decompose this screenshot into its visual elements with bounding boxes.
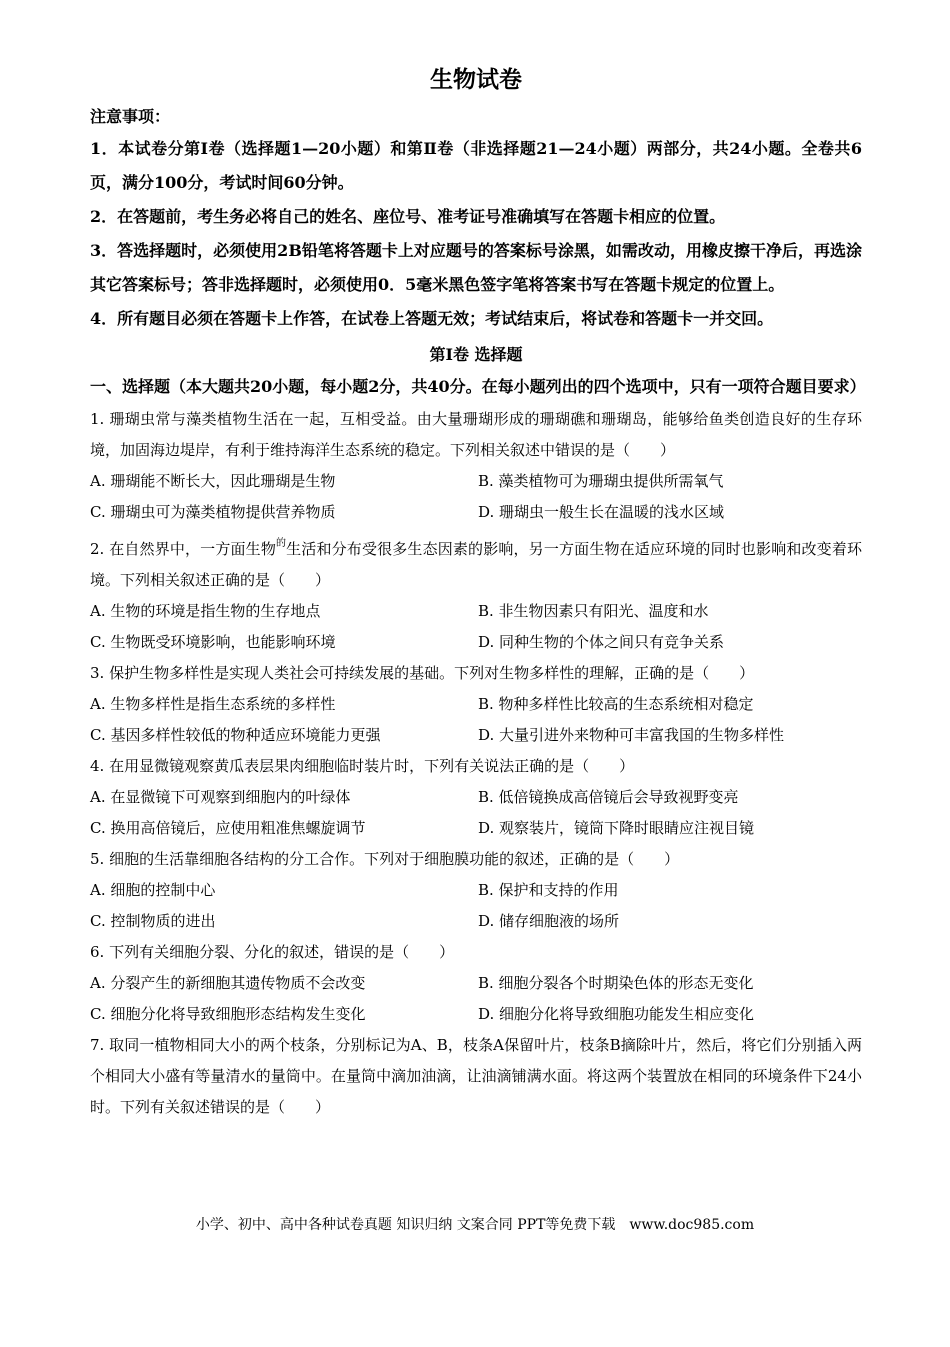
option-a: A. 分裂产生的新细胞其遗传物质不会改变 xyxy=(90,974,366,992)
question xyxy=(90,1030,862,1123)
option-b: B. 物种多样性比较高的生态系统相对稳定 xyxy=(478,695,754,713)
option-a: A. 珊瑚能不断长大，因此珊瑚是生物 xyxy=(90,472,336,490)
option-c: C. 换用高倍镜后，应使用粗准焦螺旋调节 xyxy=(90,819,366,837)
section-heading: 一、选择题（本大题共20小题，每小题2分，共40分。在每小题列出的四个选项中，只有一项符合题目要求） xyxy=(90,377,866,396)
question xyxy=(90,404,862,528)
option-c: C. 珊瑚虫可为藻类植物提供营养物质 xyxy=(90,503,336,521)
question-stem-part: 生活和分布受很多生态因素的影响，另一方面生物在适应环境的同时也影响和改变着环境。下列相关叙述正确的是（ ） xyxy=(90,540,862,589)
exam-page xyxy=(90,60,866,1123)
option-d: D. 储存细胞液的场所 xyxy=(478,912,620,930)
option-d: D. 同种生物的个体之间只有竞争关系 xyxy=(478,633,725,651)
option-b: B. 低倍镜换成高倍镜后会导致视野变亮 xyxy=(478,788,739,806)
option-d: D. 大量引进外来物种可丰富我国的生物多样性 xyxy=(478,726,785,744)
question-stem: 6. 下列有关细胞分裂、分化的叙述，错误的是（ ） xyxy=(90,943,455,961)
question-options xyxy=(90,782,862,844)
option-d: D. 观察装片，镜筒下降时眼睛应注视目镜 xyxy=(478,819,755,837)
question-options xyxy=(90,875,862,937)
option-a: A. 生物多样性是指生态系统的多样性 xyxy=(90,695,336,713)
notice-item: 4．所有题目必须在答题卡上作答，在试卷上答题无效；考试结束后，将试卷和答题卡一并交回。 xyxy=(90,309,774,328)
question-stem: 4. 在用显微镜观察黄瓜表层果肉细胞临时装片时，下列有关说法正确的是（ ） xyxy=(90,757,635,775)
question-options xyxy=(90,596,862,658)
question-stem-part: 2. 在自然界中，一方面生物 xyxy=(90,540,276,558)
question-stem xyxy=(90,528,862,596)
question xyxy=(90,528,862,658)
option-a: A. 在显微镜下可观察到细胞内的叶绿体 xyxy=(90,788,351,806)
question xyxy=(90,937,862,1030)
option-c: C. 控制物质的进出 xyxy=(90,912,216,930)
notice-heading: 注意事项： xyxy=(90,107,171,126)
notice-item: 1．本试卷分第Ⅰ卷（选择题1—20小题）和第Ⅱ卷（非选择题21—24小题）两部分，共24小题。全卷共6页，满分100分，考试时间60分钟。 xyxy=(90,139,862,192)
option-b: B. 细胞分裂各个时期染色体的形态无变化 xyxy=(478,974,754,992)
question-stem-superscript: 的 xyxy=(275,538,287,549)
question-options xyxy=(90,466,862,528)
question xyxy=(90,658,862,751)
notice-item: 3．答选择题时，必须使用2B铅笔将答题卡上对应题号的答案标号涂黑，如需改动，用橡皮擦干净后，再选涂其它答案标号；答非选择题时，必须使用0．5毫米黑色签字笔将答案书写在答题卡规定的位置上。 xyxy=(90,241,862,294)
option-b: B. 非生物因素只有阳光、温度和水 xyxy=(478,602,709,620)
question-options xyxy=(90,968,862,1030)
question xyxy=(90,751,862,844)
page-title: 生物试卷 xyxy=(430,66,522,93)
page-footer: 小学、初中、高中各种试卷真题 知识归纳 文案合同 PPT等免费下载 www.doc985.com xyxy=(195,1217,755,1233)
question-options xyxy=(90,689,862,751)
option-c: C. 生物既受环境影响，也能影响环境 xyxy=(90,633,336,651)
question-stem: 1. 珊瑚虫常与藻类植物生活在一起，互相受益。由大量珊瑚形成的珊瑚礁和珊瑚岛，能够给鱼类创造良好的生存环境，加固海边堤岸，有利于维持海洋生态系统的稳定。下列相关叙述中错误的是（ ） xyxy=(90,410,862,459)
option-c: C. 细胞分化将导致细胞形态结构发生变化 xyxy=(90,1005,366,1023)
notice-section xyxy=(90,102,862,336)
option-d: D. 细胞分化将导致细胞功能发生相应变化 xyxy=(478,1005,755,1023)
section-title: 第Ⅰ卷 选择题 xyxy=(429,345,523,364)
option-b: B. 藻类植物可为珊瑚虫提供所需氧气 xyxy=(478,472,724,490)
question xyxy=(90,844,862,937)
option-c: C. 基因多样性较低的物种适应环境能力更强 xyxy=(90,726,381,744)
question-stem: 5. 细胞的生活靠细胞各结构的分工合作。下列对于细胞膜功能的叙述，正确的是（ ） xyxy=(90,850,680,868)
option-b: B. 保护和支持的作用 xyxy=(478,881,619,899)
question-stem: 7. 取同一植物相同大小的两个枝条，分别标记为A、B，枝条A保留叶片，枝条B摘除叶片，然后，将它们分别插入两个相同大小盛有等量清水的量筒中。在量筒中滴加油滴，让油滴铺满水面。将这两个装置放在相同的环境条件下24小时。下列有关叙述错误的是（ ） xyxy=(90,1036,862,1116)
question-stem: 3. 保护生物多样性是实现人类社会可持续发展的基础。下列对生物多样性的理解，正确的是（ ） xyxy=(90,664,755,682)
notice-item: 2．在答题前，考生务必将自己的姓名、座位号、准考证号准确填写在答题卡相应的位置。 xyxy=(90,207,726,226)
option-a: A. 生物的环境是指生物的生存地点 xyxy=(90,602,321,620)
option-a: A. 细胞的控制中心 xyxy=(90,881,216,899)
option-d: D. 珊瑚虫一般生长在温暖的浅水区域 xyxy=(478,503,725,521)
